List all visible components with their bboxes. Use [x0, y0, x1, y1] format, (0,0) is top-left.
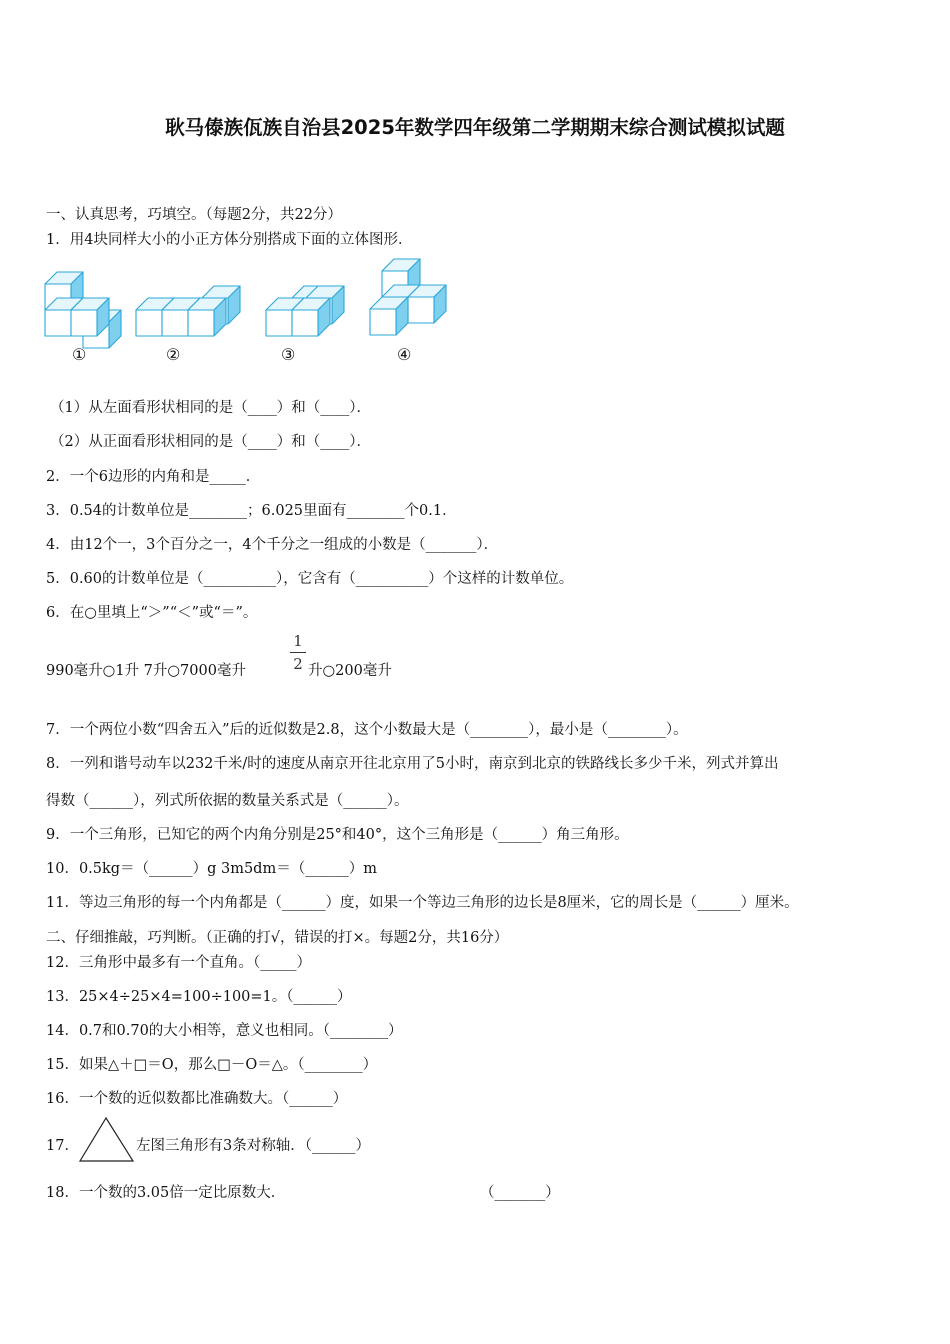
question-6-items-a: 990毫升○1升 7升○7000毫升	[46, 663, 246, 679]
question-8: 8．一列和谐号动车以232千米/时的速度从南京开往北京用了5小时，南京到北京的铁路线长多少千米，列式并算出	[46, 756, 779, 772]
question-9: 9．一个三角形，已知它的两个内角分别是25°和40°，这个三角形是（______）角三角形。	[46, 827, 629, 843]
fraction-denominator: 2	[293, 655, 303, 673]
question-1-1: （1）从左面看形状相同的是（____）和（____）．	[50, 400, 371, 416]
figure-1	[45, 272, 121, 348]
question-18-blank: （_______）	[480, 1185, 560, 1201]
question-6: 6．在○里填上“＞”“＜”或“＝”。	[46, 605, 258, 621]
question-6-items-b: 升○200毫升	[308, 663, 392, 679]
triangle-figure	[78, 1115, 138, 1165]
question-15: 15．如果△＋□＝O，那么□－O＝△。（________）	[46, 1057, 378, 1073]
figure-2	[136, 286, 240, 336]
question-5: 5．0.60的计数单位是（__________），它含有（__________）个这样的计数单位。	[46, 571, 574, 587]
question-4: 4．由12个一，3个百分之一，4个千分之一组成的小数是（_______）．	[46, 537, 499, 553]
question-8-cont: 得数（______），列式所依据的数量关系式是（______）。	[46, 793, 409, 809]
question-14: 14．0.7和0.70的大小相等，意义也相同。（________）	[46, 1023, 403, 1039]
question-13: 13．25×4÷25×4=100÷100=1。（______）	[46, 989, 352, 1005]
question-1-2: （2）从正面看形状相同的是（____）和（____）．	[50, 434, 371, 450]
question-17-number: 17．	[46, 1138, 79, 1154]
question-10: 10．0.5kg＝（______）g 3m5dm＝（______）m	[46, 861, 377, 877]
cube-figures	[40, 250, 460, 350]
question-16: 16．一个数的近似数都比准确数大。（______）	[46, 1091, 348, 1107]
fraction-numerator: 1	[293, 632, 303, 650]
fraction-one-half	[290, 632, 306, 673]
question-12: 12．三角形中最多有一个直角。（_____）	[46, 955, 311, 971]
section-heading-1: 一、认真思考，巧填空。（每题2分，共22分）	[46, 207, 342, 223]
figure-label-1: ①	[72, 345, 87, 364]
page-title: 耿马傣族佤族自治县2025年数学四年级第二学期期末综合测试模拟试题	[165, 116, 785, 139]
question-7: 7．一个两位小数“四舍五入”后的近似数是2.8，这个小数最大是（________），最小是（________）。	[46, 722, 688, 738]
figure-4	[370, 259, 446, 335]
question-17-text: 左图三角形有3条对称轴．（______）	[136, 1138, 370, 1154]
question-18-text: 18．一个数的3.05倍一定比原数大．	[46, 1185, 286, 1201]
question-3: 3．0.54的计数单位是________；6.025里面有________个0.1．	[46, 503, 457, 519]
question-11: 11．等边三角形的每一个内角都是（______）度，如果一个等边三角形的边长是8厘米，它的周长是（______）厘米。	[46, 895, 799, 911]
question-1: 1．用4块同样大小的小正方体分别搭成下面的立体图形．	[46, 232, 413, 248]
figure-3	[266, 286, 344, 336]
figure-label-4: ④	[397, 345, 412, 364]
figure-label-2: ②	[166, 345, 181, 364]
section-heading-2: 二、仔细推敲，巧判断。（正确的打√，错误的打×。每题2分，共16分）	[46, 930, 509, 946]
figure-label-3: ③	[281, 345, 296, 364]
question-2: 2．一个6边形的内角和是_____．	[46, 469, 261, 485]
